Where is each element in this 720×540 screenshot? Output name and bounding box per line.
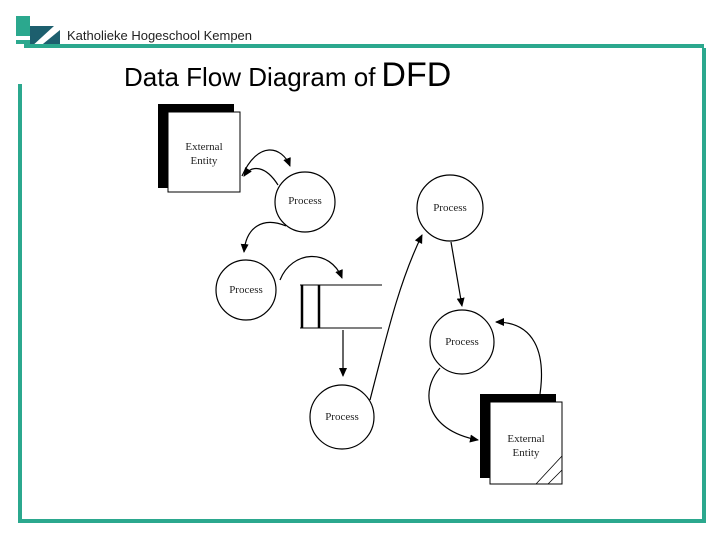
external-entity-1-label-line2: Entity bbox=[190, 155, 218, 167]
process-3-label: Process bbox=[433, 202, 467, 214]
process-2-label: Process bbox=[229, 284, 263, 296]
process-1 bbox=[275, 172, 335, 232]
process-5 bbox=[310, 385, 374, 449]
process-1-label: Process bbox=[288, 195, 322, 207]
title-emphasis: DFD bbox=[381, 56, 452, 94]
external-entity-2-label-line1: External bbox=[507, 433, 545, 445]
external-entity-1-label-line1: External bbox=[185, 141, 223, 153]
external-entity-2-label-line2: Entity bbox=[512, 447, 540, 459]
external-entity-1 bbox=[158, 104, 240, 192]
process-5-label: Process bbox=[325, 411, 359, 423]
title-main: Data Flow Diagram of bbox=[124, 62, 376, 92]
organization-name: Katholieke Hogeschool Kempen bbox=[67, 28, 253, 43]
process-3 bbox=[417, 175, 483, 241]
process-2 bbox=[216, 260, 276, 320]
data-store bbox=[300, 285, 382, 328]
external-entity-2 bbox=[480, 394, 562, 484]
process-4-label: Process bbox=[445, 336, 479, 348]
process-4 bbox=[430, 310, 494, 374]
